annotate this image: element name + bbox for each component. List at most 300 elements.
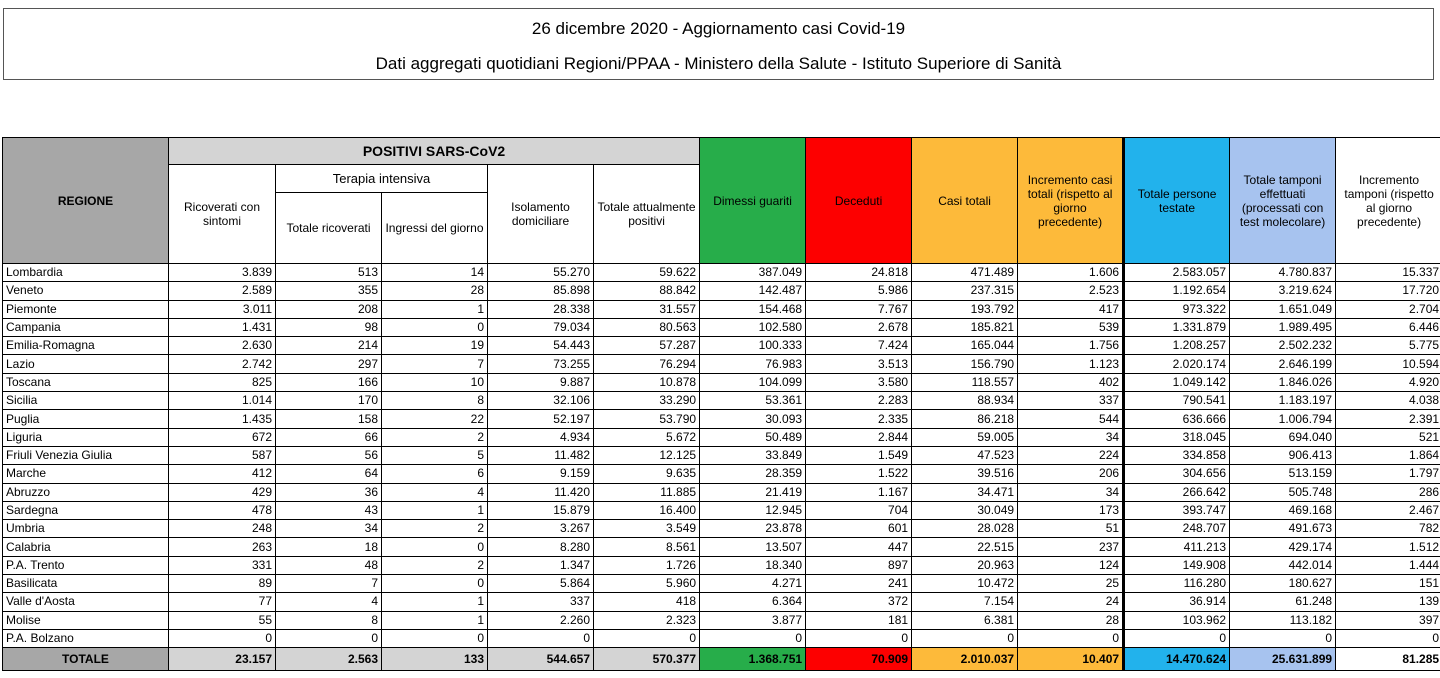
totals-cell: 70.909 — [806, 648, 912, 671]
table-cell: 185.821 — [912, 318, 1018, 336]
table-cell: 513.159 — [1230, 465, 1336, 483]
table-cell: 1.846.026 — [1230, 373, 1336, 391]
table-row — [3, 629, 1440, 647]
table-row — [3, 520, 1440, 538]
table-cell: 4.271 — [700, 575, 806, 593]
table-cell: 2.260 — [488, 611, 594, 629]
table-cell: 790.541 — [1124, 392, 1230, 410]
table-cell: 1.444 — [1336, 556, 1440, 574]
table-cell: 544 — [1018, 410, 1124, 428]
table-cell: 2.391 — [1336, 410, 1440, 428]
region-name: Sicilia — [3, 392, 169, 410]
table-cell: 1.989.495 — [1230, 318, 1336, 336]
table-cell: 20.963 — [912, 556, 1018, 574]
table-cell: 22.515 — [912, 538, 1018, 556]
table-cell: 2.335 — [806, 410, 912, 428]
table-cell: 12.945 — [700, 501, 806, 519]
table-row — [3, 282, 1440, 300]
table-cell: 6.381 — [912, 611, 1018, 629]
table-cell: 33.849 — [700, 446, 806, 464]
totals-cell: 570.377 — [594, 648, 700, 671]
table-row — [3, 465, 1440, 483]
table-row — [3, 300, 1440, 318]
table-cell: 21.419 — [700, 483, 806, 501]
header-incremento-tamponi: Incremento tamponi (rispetto al giorno precedente) — [1336, 138, 1440, 264]
table-cell: 471.489 — [912, 264, 1018, 282]
table-cell: 28.028 — [912, 520, 1018, 538]
table-cell: 442.014 — [1230, 556, 1336, 574]
table-cell: 9.635 — [594, 465, 700, 483]
table-cell: 32.106 — [488, 392, 594, 410]
table-cell: 1.183.197 — [1230, 392, 1336, 410]
totals-cell: 10.407 — [1018, 648, 1124, 671]
totals-cell: 544.657 — [488, 648, 594, 671]
table-cell: 139 — [1336, 593, 1440, 611]
table-cell: 9.159 — [488, 465, 594, 483]
table-cell: 113.182 — [1230, 611, 1336, 629]
table-cell: 636.666 — [1124, 410, 1230, 428]
table-cell: 412 — [169, 465, 276, 483]
table-cell: 1.049.142 — [1124, 373, 1230, 391]
table-cell: 39.516 — [912, 465, 1018, 483]
table-cell: 447 — [806, 538, 912, 556]
table-cell: 5 — [382, 446, 488, 464]
table-cell: 0 — [382, 575, 488, 593]
table-cell: 304.656 — [1124, 465, 1230, 483]
table-cell: 103.962 — [1124, 611, 1230, 629]
table-cell: 2.523 — [1018, 282, 1124, 300]
table-cell: 28 — [1018, 611, 1124, 629]
table-cell: 208 — [276, 300, 382, 318]
table-cell: 1.435 — [169, 410, 276, 428]
table-cell: 1.549 — [806, 446, 912, 464]
table-cell: 76.983 — [700, 355, 806, 373]
table-cell: 4.920 — [1336, 373, 1440, 391]
table-cell: 53.361 — [700, 392, 806, 410]
table-cell: 6.364 — [700, 593, 806, 611]
table-cell: 100.333 — [700, 337, 806, 355]
table-cell: 248 — [169, 520, 276, 538]
table-cell: 266.642 — [1124, 483, 1230, 501]
table-cell: 25 — [1018, 575, 1124, 593]
table-cell: 5.672 — [594, 428, 700, 446]
region-name: Basilicata — [3, 575, 169, 593]
table-cell: 237.315 — [912, 282, 1018, 300]
table-cell: 206 — [1018, 465, 1124, 483]
table-cell: 418 — [594, 593, 700, 611]
table-cell: 51 — [1018, 520, 1124, 538]
table-cell: 297 — [276, 355, 382, 373]
table-row — [3, 373, 1440, 391]
table-cell: 0 — [912, 629, 1018, 647]
table-cell: 10.878 — [594, 373, 700, 391]
table-row — [3, 593, 1440, 611]
table-cell: 411.213 — [1124, 538, 1230, 556]
totals-cell: 133 — [382, 648, 488, 671]
table-cell: 355 — [276, 282, 382, 300]
table-row — [3, 501, 1440, 519]
table-cell: 491.673 — [1230, 520, 1336, 538]
table-cell: 521 — [1336, 428, 1440, 446]
table-cell: 1.756 — [1018, 337, 1124, 355]
table-cell: 601 — [806, 520, 912, 538]
table-cell: 4 — [276, 593, 382, 611]
table-cell: 36.914 — [1124, 593, 1230, 611]
table-cell: 165.044 — [912, 337, 1018, 355]
table-cell: 11.885 — [594, 483, 700, 501]
table-cell: 50.489 — [700, 428, 806, 446]
table-cell: 2.630 — [169, 337, 276, 355]
table-cell: 54.443 — [488, 337, 594, 355]
table-cell: 149.908 — [1124, 556, 1230, 574]
table-cell: 53.790 — [594, 410, 700, 428]
table-cell: 1 — [382, 501, 488, 519]
table-cell: 694.040 — [1230, 428, 1336, 446]
header-persone-testate: Totale persone testate — [1124, 138, 1230, 264]
table-cell: 1 — [382, 593, 488, 611]
covid-data-table — [2, 137, 1440, 671]
table-cell: 3.839 — [169, 264, 276, 282]
table-cell: 55.270 — [488, 264, 594, 282]
region-name: Liguria — [3, 428, 169, 446]
table-cell: 170 — [276, 392, 382, 410]
region-name: Emilia-Romagna — [3, 337, 169, 355]
table-cell: 55 — [169, 611, 276, 629]
totals-cell: 14.470.624 — [1124, 648, 1230, 671]
table-cell: 906.413 — [1230, 446, 1336, 464]
totals-cell: 1.368.751 — [700, 648, 806, 671]
totals-label: TOTALE — [3, 648, 169, 671]
region-name: Veneto — [3, 282, 169, 300]
table-cell: 1.331.879 — [1124, 318, 1230, 336]
table-cell: 331 — [169, 556, 276, 574]
table-cell: 34 — [1018, 483, 1124, 501]
table-cell: 539 — [1018, 318, 1124, 336]
table-row — [3, 318, 1440, 336]
table-cell: 85.898 — [488, 282, 594, 300]
table-cell: 2.583.057 — [1124, 264, 1230, 282]
table-cell: 8.280 — [488, 538, 594, 556]
table-cell: 73.255 — [488, 355, 594, 373]
table-cell: 0 — [382, 538, 488, 556]
table-cell: 166 — [276, 373, 382, 391]
table-row — [3, 556, 1440, 574]
table-cell: 124 — [1018, 556, 1124, 574]
table-cell: 89 — [169, 575, 276, 593]
header-positivi: POSITIVI SARS-CoV2 — [169, 138, 700, 165]
table-cell: 52.197 — [488, 410, 594, 428]
table-row — [3, 264, 1440, 282]
table-cell: 48 — [276, 556, 382, 574]
table-cell: 337 — [488, 593, 594, 611]
table-cell: 1.522 — [806, 465, 912, 483]
table-cell: 24 — [1018, 593, 1124, 611]
table-cell: 1.167 — [806, 483, 912, 501]
table-cell: 10 — [382, 373, 488, 391]
header-incremento-casi: Incremento casi totali (rispetto al giorno precedente) — [1018, 138, 1124, 264]
table-cell: 9.887 — [488, 373, 594, 391]
table-cell: 18.340 — [700, 556, 806, 574]
table-cell: 2.678 — [806, 318, 912, 336]
table-cell: 1.014 — [169, 392, 276, 410]
table-cell: 825 — [169, 373, 276, 391]
table-cell: 3.877 — [700, 611, 806, 629]
totals-cell: 2.563 — [276, 648, 382, 671]
region-name: Valle d'Aosta — [3, 593, 169, 611]
table-cell: 151 — [1336, 575, 1440, 593]
table-cell: 5.864 — [488, 575, 594, 593]
table-cell: 86.218 — [912, 410, 1018, 428]
table-cell: 2.020.174 — [1124, 355, 1230, 373]
table-cell: 2 — [382, 556, 488, 574]
table-cell: 66 — [276, 428, 382, 446]
table-cell: 36 — [276, 483, 382, 501]
region-name: P.A. Trento — [3, 556, 169, 574]
table-cell: 1.606 — [1018, 264, 1124, 282]
region-name: Friuli Venezia Giulia — [3, 446, 169, 464]
table-cell: 11.420 — [488, 483, 594, 501]
table-cell: 11.482 — [488, 446, 594, 464]
table-cell: 154.468 — [700, 300, 806, 318]
totals-cell: 25.631.899 — [1230, 648, 1336, 671]
table-row — [3, 337, 1440, 355]
table-cell: 2 — [382, 428, 488, 446]
table-cell: 3.011 — [169, 300, 276, 318]
table-cell: 5.986 — [806, 282, 912, 300]
table-cell: 104.099 — [700, 373, 806, 391]
table-cell: 47.523 — [912, 446, 1018, 464]
table-cell: 429.174 — [1230, 538, 1336, 556]
table-row — [3, 538, 1440, 556]
table-cell: 22 — [382, 410, 488, 428]
table-cell: 181 — [806, 611, 912, 629]
table-cell: 0 — [488, 629, 594, 647]
region-name: Campania — [3, 318, 169, 336]
table-cell: 1.797 — [1336, 465, 1440, 483]
table-cell: 0 — [169, 629, 276, 647]
region-name: Piemonte — [3, 300, 169, 318]
table-cell: 3.513 — [806, 355, 912, 373]
table-cell: 28.359 — [700, 465, 806, 483]
table-cell: 393.747 — [1124, 501, 1230, 519]
table-cell: 334.858 — [1124, 446, 1230, 464]
header-terapia: Terapia intensiva — [276, 165, 488, 193]
table-cell: 263 — [169, 538, 276, 556]
table-cell: 28 — [382, 282, 488, 300]
table-cell: 3.549 — [594, 520, 700, 538]
table-row — [3, 428, 1440, 446]
table-cell: 1.864 — [1336, 446, 1440, 464]
table-cell: 5.960 — [594, 575, 700, 593]
report-subtitle: Dati aggregati quotidiani Regioni/PPAA - Ministero della Salute - Istituto Superiore di Sanità — [375, 54, 1062, 73]
table-cell: 704 — [806, 501, 912, 519]
table-cell: 2.844 — [806, 428, 912, 446]
region-name: Calabria — [3, 538, 169, 556]
table-cell: 15.337 — [1336, 264, 1440, 282]
table-row — [3, 483, 1440, 501]
table-cell: 8.561 — [594, 538, 700, 556]
table-cell: 1.512 — [1336, 538, 1440, 556]
table-row — [3, 446, 1440, 464]
region-name: Abruzzo — [3, 483, 169, 501]
table-cell: 1.431 — [169, 318, 276, 336]
table-cell: 372 — [806, 593, 912, 611]
table-cell: 14 — [382, 264, 488, 282]
table-cell: 10.594 — [1336, 355, 1440, 373]
table-cell: 4 — [382, 483, 488, 501]
header-dimessi: Dimessi guariti — [700, 138, 806, 264]
table-cell: 79.034 — [488, 318, 594, 336]
table-cell: 7 — [382, 355, 488, 373]
table-cell: 33.290 — [594, 392, 700, 410]
table-cell: 6 — [382, 465, 488, 483]
table-cell: 0 — [594, 629, 700, 647]
table-cell: 0 — [1124, 629, 1230, 647]
table-cell: 1 — [382, 611, 488, 629]
table-cell: 59.005 — [912, 428, 1018, 446]
table-cell: 1.726 — [594, 556, 700, 574]
table-cell: 672 — [169, 428, 276, 446]
table-cell: 88.842 — [594, 282, 700, 300]
table-cell: 2.467 — [1336, 501, 1440, 519]
table-cell: 2.589 — [169, 282, 276, 300]
table-cell: 180.627 — [1230, 575, 1336, 593]
table-cell: 7.154 — [912, 593, 1018, 611]
table-cell: 56 — [276, 446, 382, 464]
table-cell: 248.707 — [1124, 520, 1230, 538]
table-cell: 4.038 — [1336, 392, 1440, 410]
table-cell: 2.323 — [594, 611, 700, 629]
table-cell: 173 — [1018, 501, 1124, 519]
table-cell: 402 — [1018, 373, 1124, 391]
table-cell: 0 — [382, 318, 488, 336]
table-cell: 16.400 — [594, 501, 700, 519]
table-cell: 397 — [1336, 611, 1440, 629]
table-cell: 241 — [806, 575, 912, 593]
report-title: 26 dicembre 2020 - Aggiornamento casi Covid-19 — [531, 19, 906, 38]
table-cell: 469.168 — [1230, 501, 1336, 519]
table-cell: 61.248 — [1230, 593, 1336, 611]
table-cell: 30.093 — [700, 410, 806, 428]
header-totale-positivi: Totale attualmente positivi — [594, 165, 700, 264]
table-cell: 34 — [1018, 428, 1124, 446]
region-name: Lazio — [3, 355, 169, 373]
table-cell: 6.446 — [1336, 318, 1440, 336]
table-row — [3, 392, 1440, 410]
table-cell: 34.471 — [912, 483, 1018, 501]
table-row — [3, 611, 1440, 629]
table-cell: 102.580 — [700, 318, 806, 336]
table-cell: 429 — [169, 483, 276, 501]
table-cell: 34 — [276, 520, 382, 538]
totals-row — [3, 648, 1440, 671]
region-name: Umbria — [3, 520, 169, 538]
header-totale-ricoverati: Totale ricoverati — [276, 193, 382, 264]
table-cell: 0 — [1336, 629, 1440, 647]
header-regione: REGIONE — [3, 138, 169, 264]
header-casi-totali: Casi totali — [912, 138, 1018, 264]
table-cell: 318.045 — [1124, 428, 1230, 446]
table-cell: 973.322 — [1124, 300, 1230, 318]
table-cell: 142.487 — [700, 282, 806, 300]
table-cell: 1.347 — [488, 556, 594, 574]
header-isolamento: Isolamento domiciliare — [488, 165, 594, 264]
table-cell: 1 — [382, 300, 488, 318]
header-ingressi: Ingressi del giorno — [382, 193, 488, 264]
table-cell: 2.502.232 — [1230, 337, 1336, 355]
table-cell: 387.049 — [700, 264, 806, 282]
table-cell: 0 — [806, 629, 912, 647]
table-cell: 88.934 — [912, 392, 1018, 410]
table-cell: 1.208.257 — [1124, 337, 1230, 355]
table-cell: 417 — [1018, 300, 1124, 318]
table-cell: 8 — [382, 392, 488, 410]
header-ricoverati: Ricoverati con sintomi — [169, 165, 276, 264]
region-name: Molise — [3, 611, 169, 629]
table-cell: 897 — [806, 556, 912, 574]
table-cell: 3.219.624 — [1230, 282, 1336, 300]
totals-cell: 2.010.037 — [912, 648, 1018, 671]
header-tamponi: Totale tamponi effettuati (processati con test molecolare) — [1230, 138, 1336, 264]
table-row — [3, 355, 1440, 373]
table-cell: 505.748 — [1230, 483, 1336, 501]
table-cell: 116.280 — [1124, 575, 1230, 593]
table-cell: 12.125 — [594, 446, 700, 464]
table-cell: 286 — [1336, 483, 1440, 501]
table-cell: 28.338 — [488, 300, 594, 318]
table-cell: 214 — [276, 337, 382, 355]
report-title-box — [3, 8, 1434, 80]
table-cell: 4.780.837 — [1230, 264, 1336, 282]
table-cell: 57.287 — [594, 337, 700, 355]
table-cell: 15.879 — [488, 501, 594, 519]
table-cell: 193.792 — [912, 300, 1018, 318]
table-cell: 3.580 — [806, 373, 912, 391]
table-cell: 0 — [382, 629, 488, 647]
table-cell: 19 — [382, 337, 488, 355]
table-cell: 1.192.654 — [1124, 282, 1230, 300]
table-cell: 2.742 — [169, 355, 276, 373]
table-cell: 0 — [1230, 629, 1336, 647]
table-cell: 1.006.794 — [1230, 410, 1336, 428]
table-cell: 64 — [276, 465, 382, 483]
table-cell: 1.123 — [1018, 355, 1124, 373]
table-row — [3, 575, 1440, 593]
table-cell: 80.563 — [594, 318, 700, 336]
table-cell: 18 — [276, 538, 382, 556]
table-cell: 118.557 — [912, 373, 1018, 391]
table-cell: 31.557 — [594, 300, 700, 318]
header-deceduti: Deceduti — [806, 138, 912, 264]
table-cell: 13.507 — [700, 538, 806, 556]
table-cell: 77 — [169, 593, 276, 611]
table-cell: 5.775 — [1336, 337, 1440, 355]
table-cell: 98 — [276, 318, 382, 336]
table-cell: 3.267 — [488, 520, 594, 538]
table-cell: 2 — [382, 520, 488, 538]
table-cell: 2.283 — [806, 392, 912, 410]
table-cell: 0 — [276, 629, 382, 647]
table-cell: 30.049 — [912, 501, 1018, 519]
table-cell: 7 — [276, 575, 382, 593]
table-cell: 2.704 — [1336, 300, 1440, 318]
table-cell: 224 — [1018, 446, 1124, 464]
region-name: Puglia — [3, 410, 169, 428]
table-cell: 76.294 — [594, 355, 700, 373]
region-name: Sardegna — [3, 501, 169, 519]
region-name: P.A. Bolzano — [3, 629, 169, 647]
table-cell: 0 — [700, 629, 806, 647]
